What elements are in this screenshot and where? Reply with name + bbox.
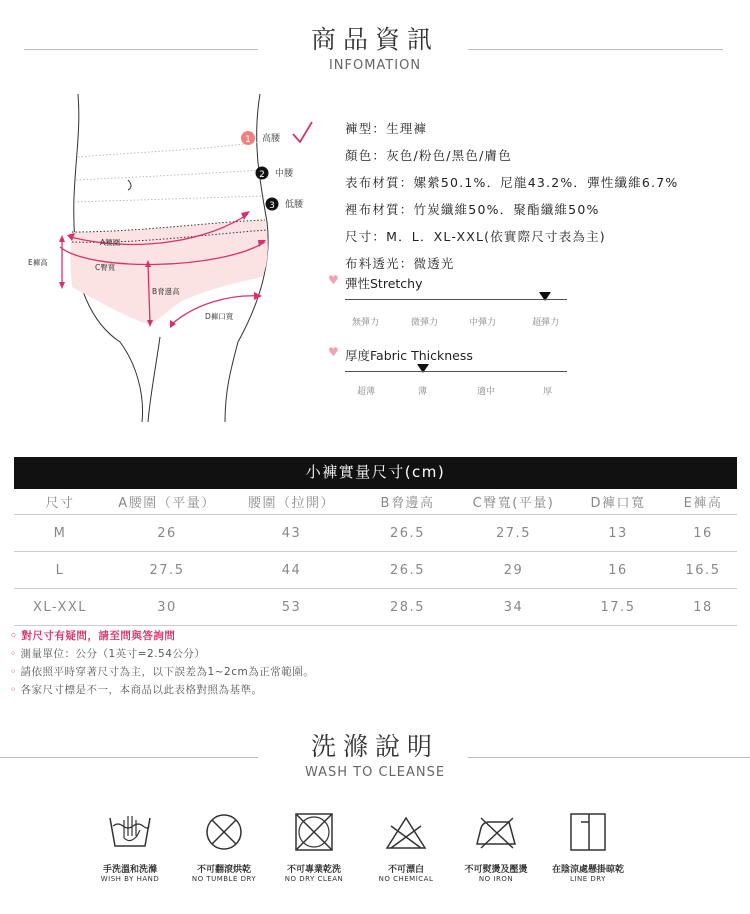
- divider: [468, 757, 750, 758]
- note-question: ◦ 對尺寸有疑問，請至問與答詢問: [10, 630, 176, 642]
- wash-label-en: NO TUMBLE DRY: [191, 875, 257, 883]
- size-table-title: 小褲實量尺寸(cm): [14, 457, 737, 489]
- label-b-side: B脅邊高: [152, 287, 180, 296]
- wash-label-en: LINE DRY: [570, 875, 606, 883]
- badge-1-num: 1: [245, 135, 251, 145]
- label-d-leg: D褲口寬: [205, 312, 234, 321]
- column-header: E褲高: [683, 496, 723, 511]
- spec-inner-material: 裡布材質：竹炭纖維50%．聚酯纖維50%: [345, 202, 600, 217]
- note-text: 對尺寸有疑問，請至問與答詢問: [21, 630, 176, 642]
- thickness-title: 厚度Fabric Thickness: [345, 348, 473, 363]
- wash-no-iron: [446, 812, 546, 883]
- note-text: 測量單位：公分（1英寸=2.54公分）: [20, 648, 206, 660]
- wash-title-zh: 洗滌說明: [310, 732, 439, 761]
- wash-label-en: WISH BY HAND: [100, 875, 160, 883]
- label-c-hip: C臀寬: [95, 263, 116, 272]
- column-header: C臀寬(平量): [472, 496, 555, 511]
- stretch-level: 無彈力: [352, 318, 380, 328]
- info-title-en: INFOMATION: [328, 58, 422, 73]
- stretch-level: 中彈力: [469, 318, 497, 328]
- table-cell: 26: [106, 515, 228, 552]
- thickness-level: 薄: [418, 387, 428, 397]
- table-header-row: [14, 489, 737, 515]
- table-cell: 13: [567, 515, 669, 552]
- stretch-scale: [345, 299, 567, 300]
- table-cell: 18: [669, 589, 737, 626]
- badge-2-num: 2: [259, 170, 265, 180]
- stretch-level: 超彈力: [532, 318, 560, 328]
- size-table: [14, 489, 737, 626]
- table-cell: 27.5: [460, 515, 567, 552]
- table-row: [14, 552, 737, 589]
- info-title-zh: 商品資訊: [310, 25, 439, 54]
- stretch-title: 彈性Stretchy: [345, 276, 423, 291]
- wash-label-en: NO DRY CLEAN: [284, 875, 344, 883]
- table-cell: 26.5: [355, 515, 460, 552]
- spec-outer-material: 表布材質：嫘縈50.1%．尼龍43.2%．彈性纖維6.7%: [345, 175, 679, 190]
- heart-icon: ♥: [328, 345, 339, 359]
- low-waist-label: 低腰: [285, 200, 304, 210]
- wash-no-dry-clean: [264, 812, 364, 883]
- column-header: 腰圍（拉開）: [247, 496, 335, 511]
- heart-icon: ♥: [328, 273, 339, 287]
- no-bleach-icon: [383, 812, 429, 852]
- table-cell: XL-XXL: [14, 589, 106, 626]
- table-cell: 44: [228, 552, 355, 589]
- wash-no-tumble: [174, 812, 274, 883]
- table-cell: 27.5: [106, 552, 228, 589]
- wash-label-zh: 不可熨燙及壓燙: [464, 865, 528, 875]
- wash-label-zh: 在陰涼處懸掛晾乾: [551, 865, 624, 875]
- wash-label-zh: 手洗溫和洗滌: [102, 865, 157, 875]
- table-cell: 16: [567, 552, 669, 589]
- no-iron-icon: [473, 812, 519, 852]
- wash-hand: [80, 812, 180, 883]
- note-unit: ◦ 測量單位：公分（1英寸=2.54公分）: [10, 648, 206, 660]
- stretch-level: 微彈力: [411, 318, 439, 328]
- table-cell: 30: [106, 589, 228, 626]
- thickness-level: 厚: [543, 387, 553, 397]
- divider: [24, 49, 258, 50]
- wash-line-dry: [538, 812, 638, 883]
- thickness-scale: [345, 371, 567, 372]
- wash-label-zh: 不可專業乾洗: [286, 865, 341, 875]
- no-dry-clean-icon: [291, 812, 337, 852]
- badge-3-num: 3: [269, 201, 275, 211]
- info-title: [0, 20, 750, 73]
- table-cell: 53: [228, 589, 355, 626]
- wash-label-en: NO IRON: [478, 875, 514, 883]
- label-e-height: E褲高: [28, 258, 48, 267]
- wash-label-zh: 不可漂白: [387, 865, 424, 875]
- hand-wash-icon: [107, 812, 153, 852]
- spec-size: 尺寸：M．L．XL-XXL(依實際尺寸表為主): [345, 229, 606, 244]
- wash-no-bleach: [356, 812, 456, 883]
- check-icon: [293, 122, 312, 142]
- thickness-level: 適中: [477, 387, 496, 397]
- high-waist-label: 高腰: [262, 134, 281, 144]
- table-cell: M: [14, 515, 106, 552]
- table-cell: 17.5: [567, 589, 669, 626]
- column-header: B脅邊高: [380, 496, 435, 511]
- note-tolerance: ◦ 請依照平時穿著尺寸為主，以下誤差為1~2cm為正常範圍。: [10, 666, 315, 678]
- wash-title-en: WASH TO CLEANSE: [304, 765, 446, 780]
- thickness-level: 超薄: [357, 387, 376, 397]
- wash-label-en: NO CHEMICAL: [378, 875, 434, 883]
- table-cell: 26.5: [355, 552, 460, 589]
- no-tumble-dry-icon: [201, 812, 247, 852]
- divider: [0, 757, 258, 758]
- line-dry-icon: [565, 812, 611, 852]
- column-header: A腰圍（平量）: [118, 496, 216, 511]
- note-text: 各家尺寸標是不一，本商品以此表格對照為基準。: [20, 684, 263, 696]
- column-header: D褲口寬: [590, 496, 646, 511]
- column-header: 尺寸: [45, 496, 75, 511]
- divider: [468, 49, 723, 50]
- table-cell: 16.5: [669, 552, 737, 589]
- table-cell: 34: [460, 589, 567, 626]
- mid-waist-label: 中腰: [275, 169, 294, 179]
- table-cell: 43: [228, 515, 355, 552]
- table-cell: 16: [669, 515, 737, 552]
- panty-diagram: [20, 92, 340, 422]
- spec-type: 褲型：生理褲: [345, 121, 428, 136]
- table-cell: 29: [460, 552, 567, 589]
- table-cell: L: [14, 552, 106, 589]
- spec-transparency: 布料透光：微透光: [345, 256, 455, 271]
- wash-label-zh: 不可翻滾烘乾: [196, 865, 251, 875]
- note-standard: ◦ 各家尺寸標是不一，本商品以此表格對照為基準。: [10, 684, 263, 696]
- wash-title: [0, 727, 750, 780]
- table-cell: 28.5: [355, 589, 460, 626]
- table-row: [14, 515, 737, 552]
- table-row: [14, 589, 737, 626]
- label-a-waist: A腰圍: [100, 238, 121, 247]
- note-text: 請依照平時穿著尺寸為主，以下誤差為1~2cm為正常範圍。: [20, 666, 315, 678]
- spec-color: 顏色：灰色/粉色/黑色/膚色: [345, 148, 512, 163]
